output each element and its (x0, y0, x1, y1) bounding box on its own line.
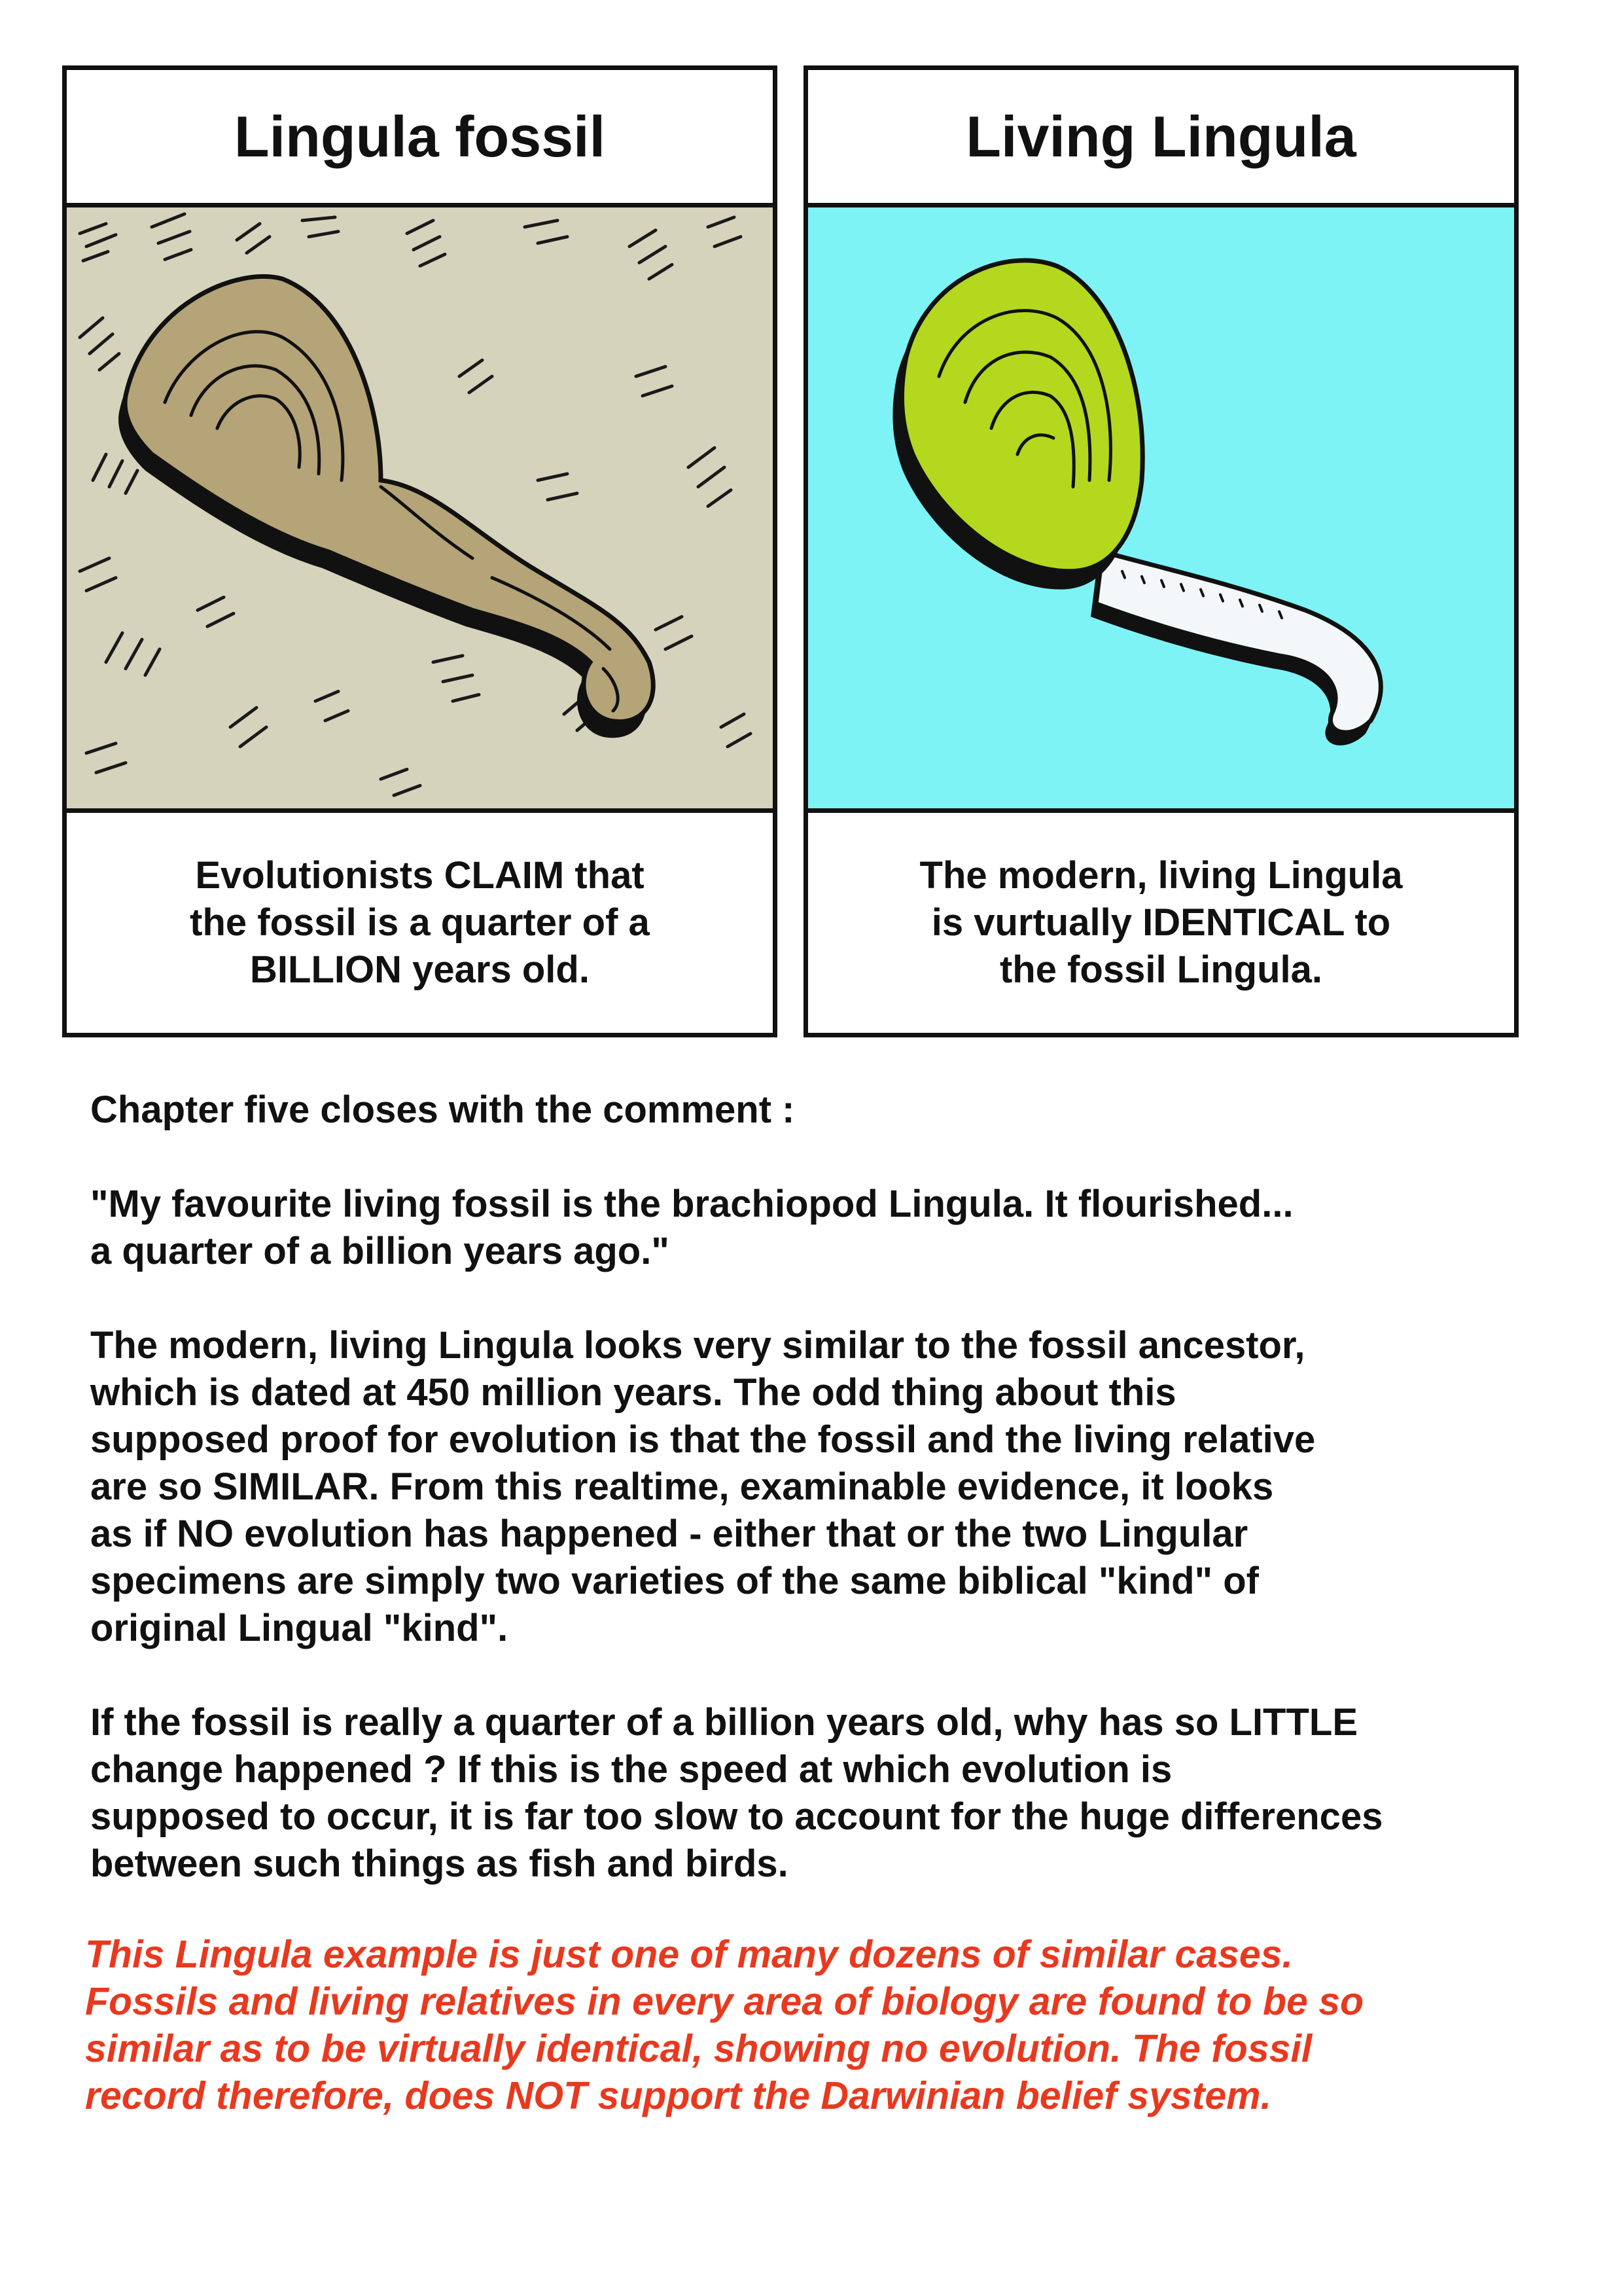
fossil-panel (62, 65, 777, 1037)
paragraph-similarity: The modern, living Lingula looks very similar to the fossil ancestor, which is dated at 450 million years. The odd thing about this supposed proof for evolution is that the fossil and the living relative are so SIMILAR. From this realtime, examinable evidence, it looks as if NO evolution has happened - either that or the two Lingular specimens are simply two varieties of the same biblical "kind" of original Lingual "kind". (90, 1324, 1316, 1649)
fossil-panel-title: Lingula fossil (67, 70, 773, 207)
fossil-panel-caption: Evolutionists CLAIM that the fossil is a quarter of a BILLION years old. (190, 854, 650, 991)
living-panel (803, 65, 1519, 1037)
water-background (808, 207, 1514, 808)
fossil-lingula-drawing (67, 207, 773, 808)
living-panel-caption: The modern, living Lingula is vurtually IDENTICAL to the fossil Lingula. (919, 854, 1403, 991)
conclusion-statement: This Lingula example is just one of many dozens of similar cases. Fossils and living relatives in every area of biology are found to be so similar as to be virtually identical, showing no evolution. The fossil record therefore, does NOT support the Darwinian belief system. (85, 1933, 1364, 2117)
living-illustration (808, 207, 1514, 813)
fossil-illustration (67, 207, 773, 813)
paragraph-little-change: If the fossil is really a quarter of a billion years old, why has so LITTLE change happened ? If this is the speed at which evolution is supposed to occur, it is far too slow to account for the huge differences between such things as fish and birds. (90, 1701, 1383, 1885)
quote-paragraph: "My favourite living fossil is the brachiopod Lingula. It flourished... a quarter of a billion years ago." (90, 1183, 1294, 1272)
living-panel-title: Living Lingula (808, 70, 1514, 207)
article-body (90, 1086, 1582, 1935)
living-lingula-drawing (808, 207, 1514, 808)
intro-line: Chapter five closes with the comment : (90, 1088, 795, 1131)
